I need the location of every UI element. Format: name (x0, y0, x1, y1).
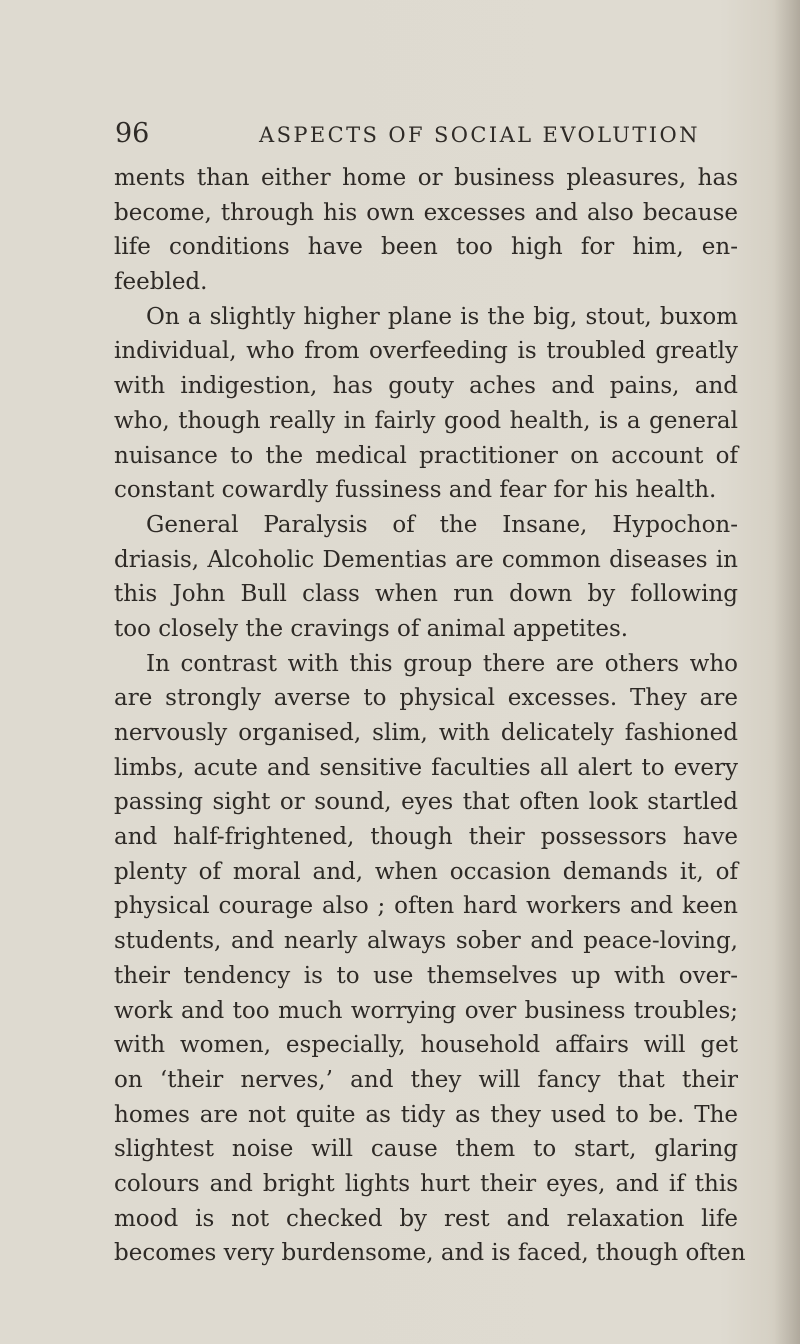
text-line: limbs, acute and sensitive faculties all alert to every (114, 754, 738, 781)
page-number: 96 (115, 118, 150, 149)
text-line: are strongly averse to physical excesses. They are (114, 685, 738, 712)
text-line: with women, especially, household affairs will get (114, 1032, 738, 1059)
paragraph-start-line: In contrast with this group there are others who (146, 650, 738, 677)
text-line: mood is not checked by rest and relaxation life (114, 1205, 738, 1232)
text-line: driasis, Alcoholic Dementias are common diseases in (114, 546, 738, 573)
text-line: this John Bull class when run down by following (114, 581, 738, 608)
body-text (114, 161, 746, 1271)
text-line: colours and bright lights hurt their eyes, and if this (114, 1170, 738, 1197)
text-line: physical courage also ; often hard workers and keen (114, 893, 738, 920)
text-line: who, though really in fairly good health, is a general (114, 407, 738, 434)
text-line: nuisance to the medical practitioner on account of (114, 442, 738, 469)
text-line: work and too much worrying over business troubles; (114, 997, 738, 1024)
page-edge-shadow (774, 0, 800, 1344)
text-line: constant cowardly fussiness and fear for his health. (114, 477, 717, 504)
text-line: passing sight or sound, eyes that often look startled (114, 789, 738, 816)
paragraph-start-line: On a slightly higher plane is the big, stout, buxom (146, 303, 738, 330)
text-line: ments than either home or business pleasures, has (114, 165, 738, 191)
text-line: feebled. (114, 269, 208, 296)
text-line: on ‘their nerves,’ and they will fancy that their (114, 1066, 738, 1093)
text-line: their tendency is to use themselves up with over- (114, 962, 738, 989)
text-line: nervously organised, slim, with delicately fashioned (114, 720, 738, 746)
text-line: life conditions have been too high for him, en- (114, 234, 738, 261)
text-line: plenty of moral and, when occasion demands it, of (114, 858, 738, 885)
text-line: become, through his own excesses and also because (114, 199, 738, 226)
text-line: with indigestion, has gouty aches and pains, and (114, 373, 738, 400)
text-line: and half-frightened, though their possessors have (114, 824, 738, 851)
text-line: students, and nearly always sober and peace-loving, (114, 928, 738, 955)
text-line: slightest noise will cause them to start, glaring (114, 1136, 738, 1163)
paragraph-start-line: General Paralysis of the Insane, Hypochon- (146, 511, 738, 538)
text-line: individual, who from overfeeding is troubled greatly (114, 338, 738, 365)
running-head: ASPECTS OF SOCIAL EVOLUTION (259, 123, 700, 147)
text-line: homes are not quite as tidy as they used to be. The (114, 1101, 738, 1128)
text-line: becomes very burdensome, and is faced, though often (114, 1240, 746, 1267)
page-header (115, 116, 735, 152)
text-line: too closely the cravings of animal appetites. (114, 615, 629, 642)
